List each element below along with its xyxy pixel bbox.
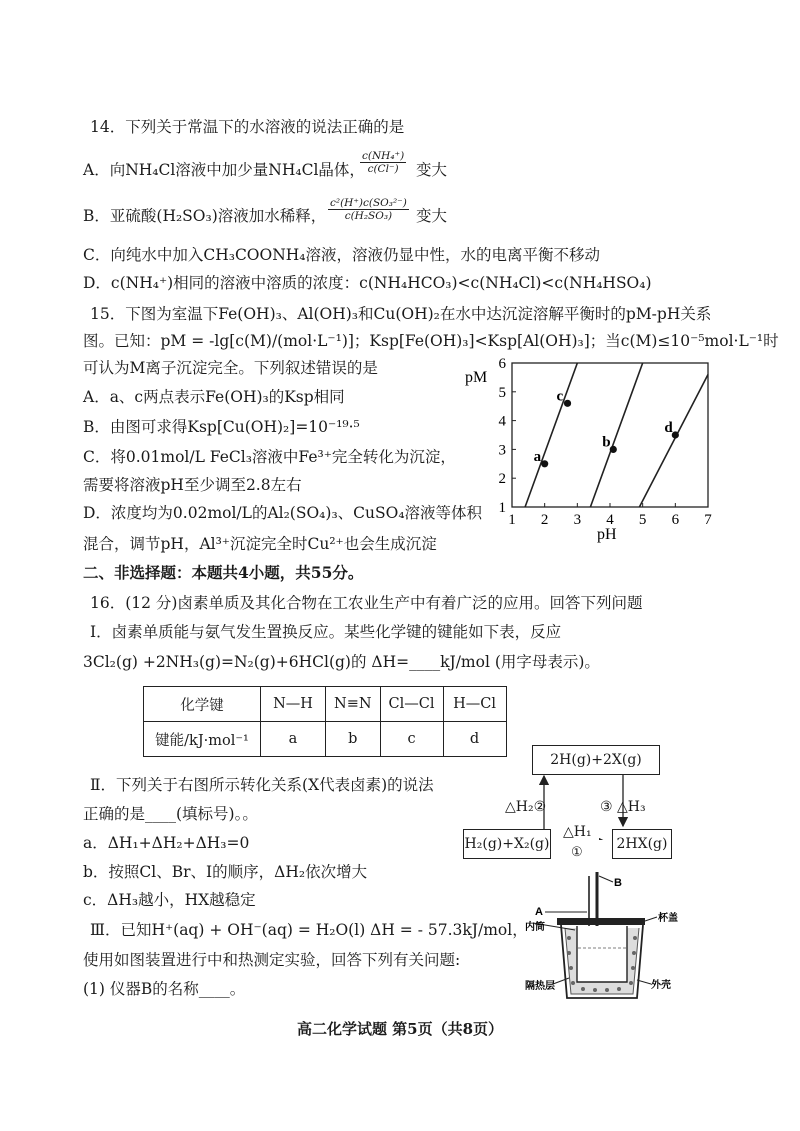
table-cell: c	[380, 722, 443, 757]
cycle-box-reactants: H₂(g)+X₂(g)	[463, 829, 551, 859]
table-row	[144, 722, 507, 757]
x-tick-label: 1	[508, 512, 516, 528]
q16-part2-line2: 正确的是____(填标号)。。	[83, 805, 258, 823]
fraction-numerator: c(NH₄⁺)	[362, 150, 405, 162]
fraction-denominator: c(H₂SO₃)	[344, 210, 393, 222]
cycle-dh2: △H₂	[505, 799, 534, 815]
cycle-step3: ③	[600, 799, 613, 815]
data-point-a	[541, 460, 548, 467]
q14-option-a: A．向NH₄Cl溶液中加少量NH₄Cl晶体，	[83, 161, 365, 179]
fraction-numerator: c²(H⁺)c(SO₃²⁻)	[330, 197, 407, 209]
q16-part3-question1: (1) 仪器B的名称____。	[83, 980, 246, 998]
q15-option-b: B．由图可求得Ksp[Cu(OH)₂]=10⁻¹⁹·⁵	[83, 418, 360, 436]
y-tick-label: 3	[498, 442, 506, 459]
section-2-heading: 二、非选择题：本题共4小题，共55分。	[83, 563, 364, 582]
data-point-c	[564, 400, 571, 407]
y-tick-label: 4	[498, 413, 506, 430]
q15-option-d-line2: 混合，调节pH，Al³⁺沉淀完全时Cu²⁺也会生成沉淀	[83, 535, 437, 553]
q16-part1-equation: 3Cl₂(g) +2NH₃(g)=N₂(g)+6HCl(g)的 ΔH=____kJ/mol (用字母表示)。	[83, 653, 600, 671]
point-label-b: b	[602, 434, 611, 451]
y-tick-label: 6	[498, 356, 506, 372]
series-line	[590, 363, 642, 507]
q16-part2-line1: Ⅱ．下列关于右图所示转化关系(X代表卤素)的说法	[90, 776, 434, 794]
cycle-dh1: △H₁	[563, 824, 592, 840]
lid	[557, 918, 645, 925]
table-header: Cl—Cl	[380, 687, 443, 722]
table-cell: 键能/kJ·mol⁻¹	[144, 722, 261, 757]
label-inner: 内筒	[525, 922, 545, 933]
q16-intro: 16．(12 分)卤素单质及其化合物在工农业生产中有着广泛的应用。回答下列问题	[90, 594, 643, 612]
q14-b-fraction	[328, 197, 409, 222]
q16-part3-line2: 使用如图装置进行中和热测定实验，回答下列有关问题:	[83, 951, 461, 969]
series-line	[525, 363, 577, 507]
data-point-d	[672, 431, 679, 438]
y-tick-label: 2	[498, 471, 506, 488]
table-cell: d	[443, 722, 506, 757]
q14-option-b: B．亚硫酸(H₂SO₃)溶液加水稀释，	[83, 207, 327, 225]
cycle-dh2-label	[505, 797, 546, 817]
q14-title: 14．下列关于常温下的水溶液的说法正确的是	[90, 118, 405, 136]
cycle-dh3-label	[600, 797, 646, 817]
x-tick-label: 5	[638, 512, 647, 528]
label-a: A	[535, 906, 543, 918]
q15-option-c-line1: C．将0.01mol/L FeCl₃溶液中Fe³⁺完全转化为沉淀，	[83, 448, 456, 466]
data-point-b	[610, 446, 617, 453]
x-tick-label: 6	[671, 512, 680, 528]
calorimeter-apparatus	[525, 868, 705, 1008]
y-tick-label: 1	[498, 500, 506, 516]
table-header: 化学键	[144, 687, 261, 722]
q16-part2-option-b: b．按照Cl、Br、I的顺序，ΔH₂依次增大	[83, 863, 368, 881]
y-tick-label: 5	[498, 384, 506, 401]
table-cell: a	[261, 722, 326, 757]
q15-stem-line1: 15．下图为室温下Fe(OH)₃、Al(OH)₃和Cu(OH)₂在水中达沉淀溶解平衡时的pM-pH关系	[90, 305, 712, 323]
q15-option-a: A．a、c两点表示Fe(OH)₃的Ksp相同	[83, 388, 345, 406]
series-line	[639, 375, 708, 507]
q15-option-d-line1: D．浓度均为0.02mol/L的Al₂(SO₄)₃、CuSO₄溶液等体积	[83, 504, 483, 522]
label-b: B	[614, 877, 622, 889]
point-label-d: d	[664, 420, 673, 436]
cycle-box-product: 2HX(g)	[612, 829, 672, 859]
q16-part3-line1: Ⅲ．已知H⁺(aq) + OH⁻(aq) = H₂O(l) ΔH = - 57.3kJ/mol，	[90, 921, 528, 939]
q14-option-a-tail: 变大	[416, 161, 448, 179]
q15-stem-line3: 可认为M离子沉淀完全。下列叙述错误的是	[83, 359, 378, 377]
page-footer: 高二化学试题 第5页（共8页）	[296, 1020, 504, 1038]
x-axis-label: pH	[597, 526, 617, 543]
y-axis-label: pM	[465, 369, 488, 386]
label-lid: 杯盖	[658, 913, 678, 924]
q14-option-b-tail: 变大	[416, 207, 448, 225]
q14-option-d: D．c(NH₄⁺)相同的溶液中溶质的浓度：c(NH₄HCO₃)<c(NH₄Cl)<c(NH₄HSO₄)	[83, 274, 652, 292]
q16-part2-option-a: a．ΔH₁+ΔH₂+ΔH₃=0	[83, 834, 250, 852]
cycle-box-atoms: 2H(g)+2X(g)	[532, 745, 660, 775]
point-label-a: a	[533, 448, 542, 465]
table-header: N≡N	[326, 687, 381, 722]
cycle-dh3: △H₃	[617, 799, 646, 815]
x-tick-label: 2	[540, 512, 549, 528]
x-tick-label: 7	[704, 512, 712, 528]
fraction-denominator: c(Cl⁻)	[367, 163, 399, 175]
q15-stem-line2: 图。已知：pM = -lg[c(M)/(mol·L⁻¹)]；Ksp[Fe(OH)₃]<Ksp[Al(OH)₃]；当c(M)≤10⁻⁵mol·L⁻¹时	[83, 332, 779, 350]
q16-part1-line1: Ⅰ．卤素单质能与氨气发生置换反应。某些化学键的键能如下表，反应	[90, 623, 562, 641]
label-shell: 外壳	[651, 980, 671, 991]
inner-beaker	[577, 926, 627, 982]
table-header: N—H	[261, 687, 326, 722]
cycle-step1: ①	[571, 845, 583, 860]
x-tick-label: 3	[573, 512, 582, 528]
q16-part2-option-c: c．ΔH₃越小，HX越稳定	[83, 891, 256, 909]
q14-option-c: C．向纯水中加入CH₃COONH₄溶液，溶液仍显中性，水的电离平衡不移动	[83, 246, 601, 264]
table-cell: b	[326, 722, 381, 757]
table-header: H—Cl	[443, 687, 506, 722]
table-header-row	[144, 687, 507, 722]
q14-a-fraction	[360, 150, 406, 175]
point-label-c: c	[556, 388, 564, 405]
q15-option-c-line2: 需要将溶液pH至少调至2.8左右	[83, 476, 302, 494]
bond-energy-table	[143, 686, 507, 757]
x-tick-label: 4	[606, 512, 614, 528]
cycle-step2: ②	[533, 799, 547, 815]
pm-ph-chart	[455, 355, 730, 545]
label-insulation: 隔热层	[525, 981, 555, 992]
